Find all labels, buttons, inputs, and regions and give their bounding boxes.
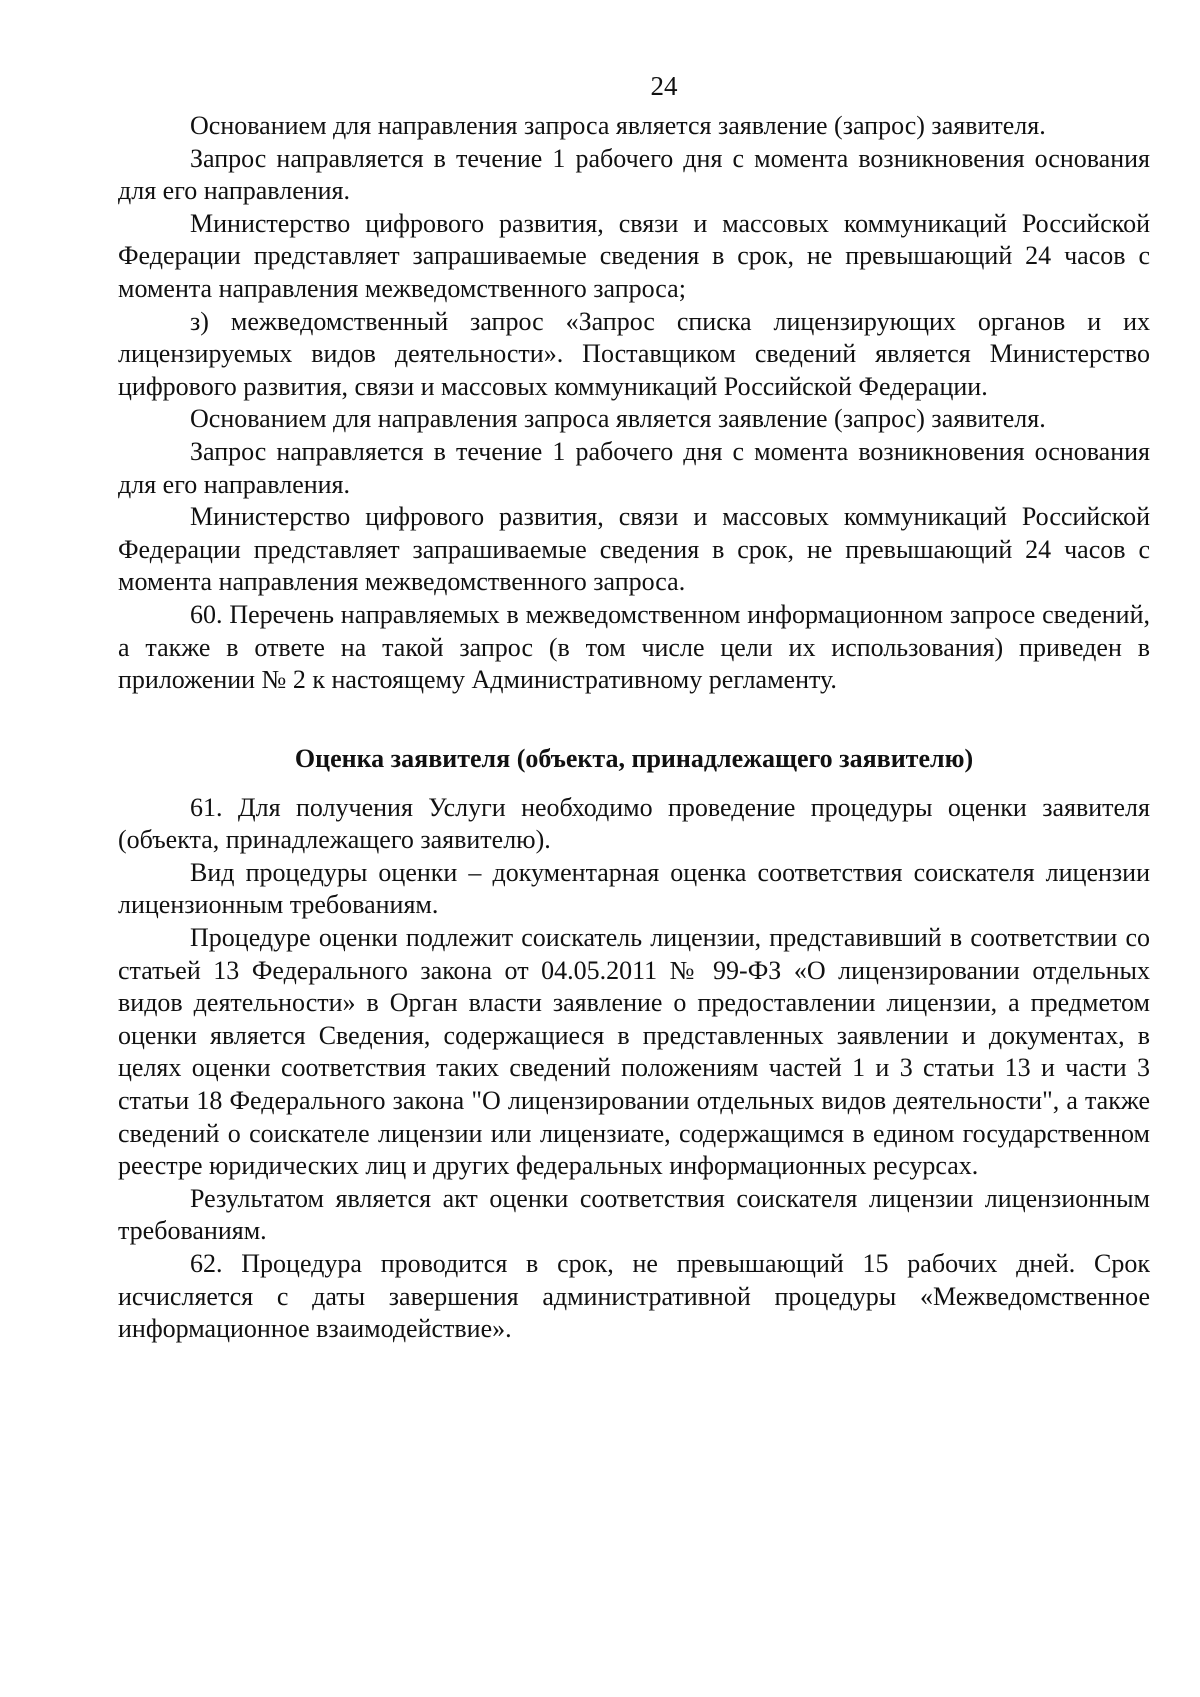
paragraph: Основанием для направления запроса является заявление (запрос) заявителя. [190, 404, 1046, 434]
section-heading: Оценка заявителя (объекта, принадлежащего заявителю) [294, 743, 974, 773]
paragraph: Процедуре оценки подлежит соискатель лицензии, представивший в соответствии со статьей 13 Федерального закона от 04.05.2011 № 99-ФЗ «О лицензировании отдельных видов деятельности» в Орган власти заявление о предоставлении лицензии, а предметом оценки является Сведения, содержащиеся в представленных заявлении и документах, в целях оценки соответствия таких сведений положениям частей 1 и 3 статьи 13 и части 3 статьи 18 Федерального закона "О лицензировании отдельных видов деятельности", а также сведений о соискателе лицензии или лицензиате, содержащимся в едином государственном реестре юридических лиц и других федеральных информационных ресурсах. [118, 923, 1150, 1181]
paragraph-item-60: 60. Перечень направляемых в межведомственном информационном запросе сведений, а также в ответе на такой запрос (в том числе цели их использования) приведен в приложении № 2 к настоящему Административному регламенту. [118, 599, 1150, 695]
paragraph-item-62: 62. Процедура проводится в срок, не превышающий 15 рабочих дней. Срок исчисляется с даты завершения административной процедуры «Межведомственное информационное взаимодействие». [118, 1249, 1150, 1344]
paragraph: Запрос направляется в течение 1 рабочего дня с момента возникновения основания для его направления. [118, 436, 1150, 499]
paragraph: Запрос направляется в течение 1 рабочего дня с момента возникновения основания для его направления. [118, 143, 1150, 206]
paragraph: з) межведомственный запрос «Запрос списка лицензирующих органов и их лицензируемых видов деятельности». Поставщиком сведений является Министерство цифрового развития, связи и массовых коммуникаций Российской Федерации. [118, 306, 1150, 401]
paragraph: Результатом является акт оценки соответствия соискателя лицензии лицензионным требованиям. [118, 1183, 1150, 1246]
paragraph: Министерство цифрового развития, связи и массовых коммуникаций Российской Федерации представляет запрашиваемые сведения в срок, не превышающий 24 часов с момента направления межведомственного запроса; [118, 208, 1150, 303]
paragraph: Министерство цифрового развития, связи и массовых коммуникаций Российской Федерации представляет запрашиваемые сведения в срок, не превышающий 24 часов с момента направления межведомственного запроса. [118, 502, 1150, 597]
paragraph: Вид процедуры оценки – документарная оценка соответствия соискателя лицензии лицензионным требованиям. [118, 857, 1150, 920]
page-number: 24 [650, 71, 678, 101]
paragraph: Основанием для направления запроса является заявление (запрос) заявителя. [190, 111, 1046, 140]
paragraph-item-61: 61. Для получения Услуги необходимо проведение процедуры оценки заявителя (объекта, принадлежащего заявителю). [118, 792, 1150, 855]
